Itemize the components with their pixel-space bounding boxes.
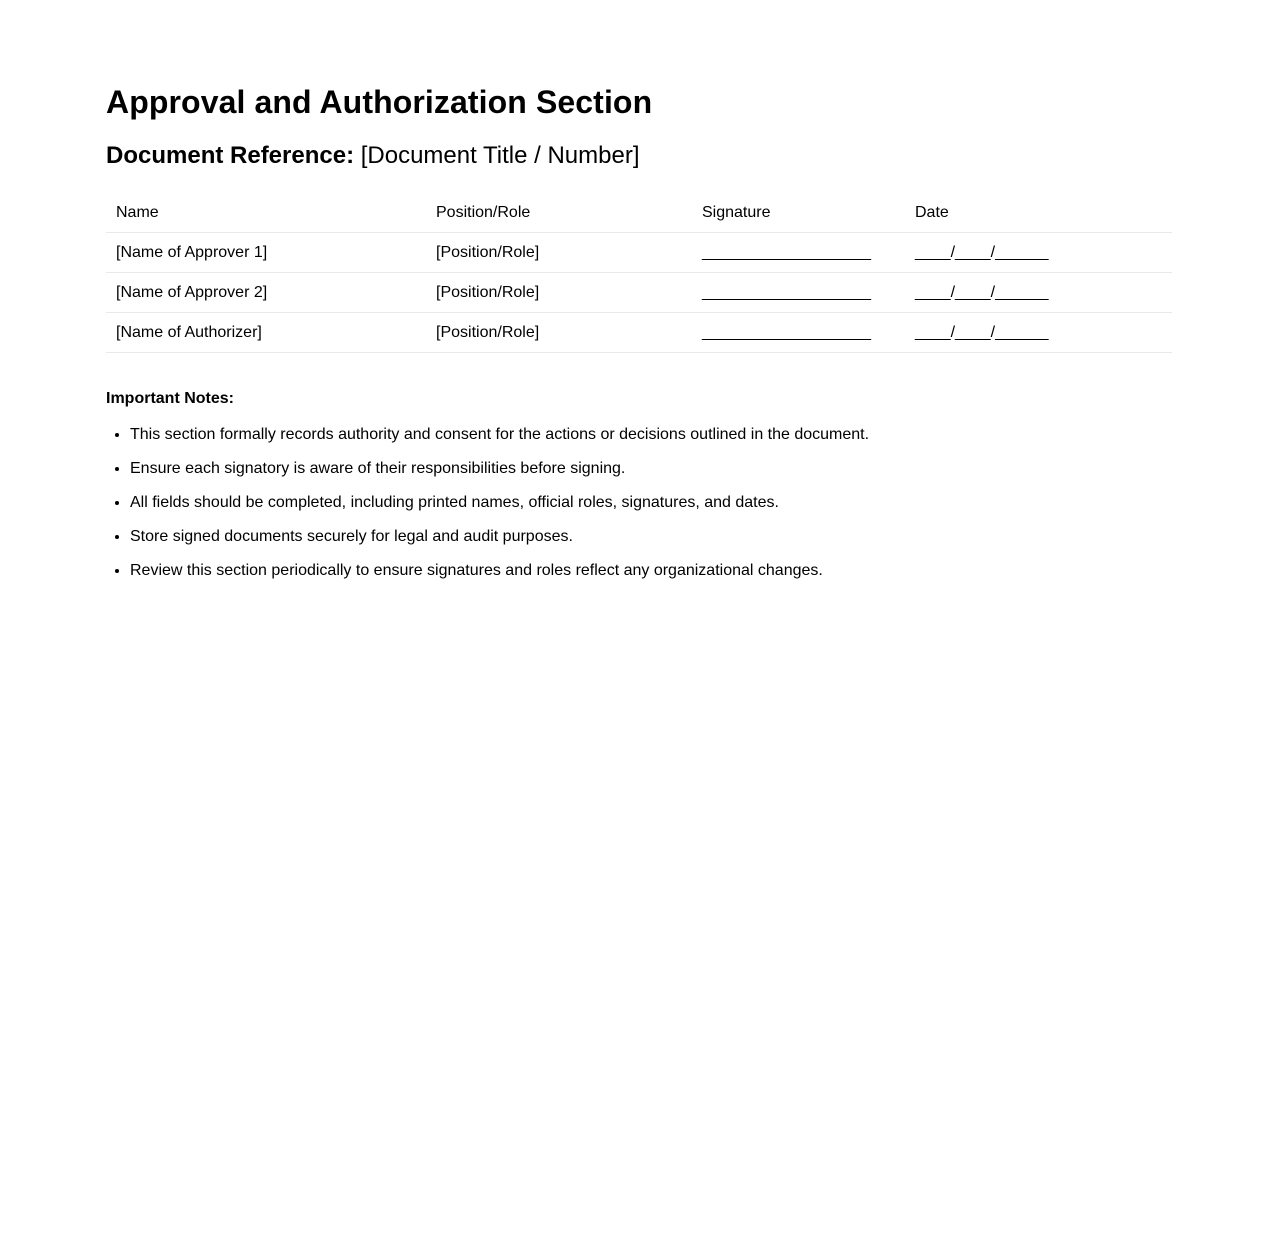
notes-list [106,425,1172,581]
document-reference-value: [Document Title / Number] [360,142,640,169]
table-row [106,273,1172,313]
approver-name: [Name of Approver 1] [106,233,426,273]
header-name: Name [106,193,426,233]
list-item: • Review this section periodically to ensure signatures and roles reflect any organizational changes. [130,561,1172,581]
signature-line: ___________________ [692,233,905,273]
notes-title: Important Notes: [106,390,234,407]
table-row [106,233,1172,273]
authorizer-name: [Name of Authorizer] [106,313,426,353]
page-title: Approval and Authorization Section [106,84,653,120]
date-line: ____/____/______ [905,273,1172,313]
table-row [106,313,1172,353]
signature-line: ___________________ [692,313,905,353]
approver-role: [Position/Role] [426,273,692,313]
header-position-role: Position/Role [426,193,692,233]
table-header-row [106,193,1172,233]
header-signature: Signature [692,193,905,233]
approver-role: [Position/Role] [426,233,692,273]
list-item: • All fields should be completed, including printed names, official roles, signatures, and dates. [130,493,1172,513]
signature-line: ___________________ [692,273,905,313]
list-item: • Store signed documents securely for legal and audit purposes. [130,527,1172,547]
authorizer-role: [Position/Role] [426,313,692,353]
header-date: Date [905,193,1172,233]
approval-table [106,193,1172,353]
approver-name: [Name of Approver 2] [106,273,426,313]
list-item: • Ensure each signatory is aware of their responsibilities before signing. [130,459,1172,479]
document-reference-label: Document Reference: [106,142,355,169]
document-reference [106,140,1172,172]
date-line: ____/____/______ [905,313,1172,353]
list-item: • This section formally records authority and consent for the actions or decisions outlined in the document. [130,425,1172,445]
document-page [0,0,1278,581]
date-line: ____/____/______ [905,233,1172,273]
